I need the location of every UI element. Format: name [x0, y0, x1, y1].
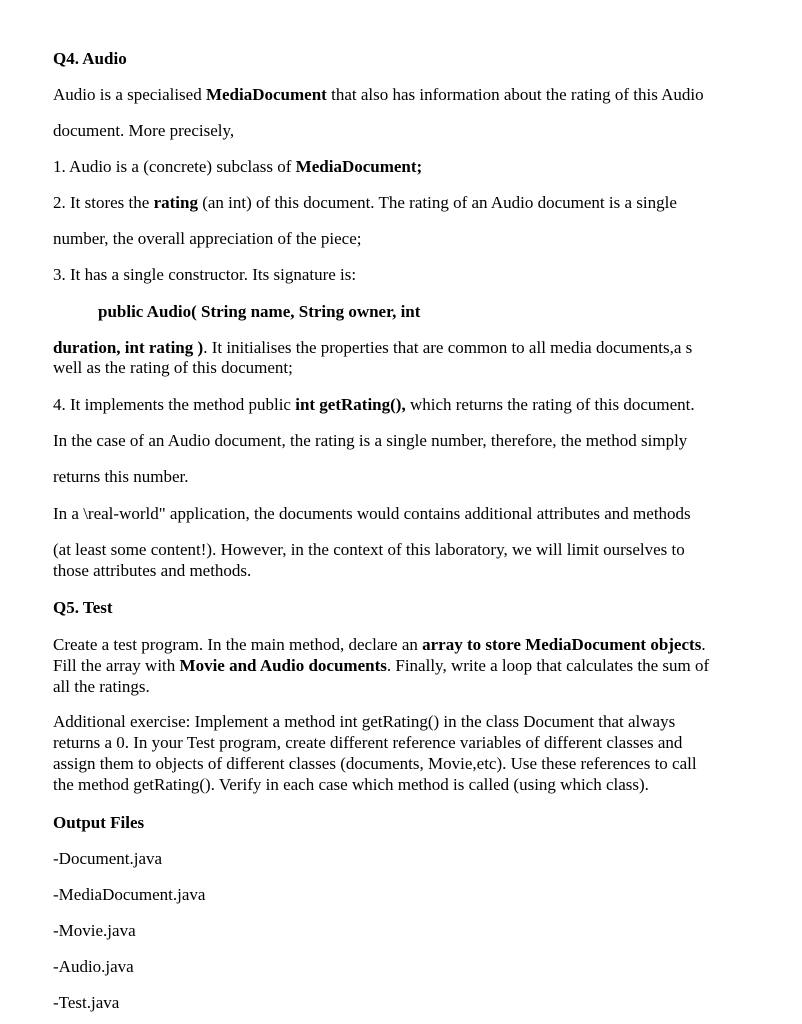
- output-file-item: -Test.java: [53, 993, 120, 1012]
- output-file-item: -Movie.java: [53, 921, 136, 940]
- q4-item-4: 4. It implements the method public int getRating(), which returns the rating of this document.: [53, 395, 695, 414]
- q5-p1-line-3: all the ratings.: [53, 677, 150, 696]
- q4-intro-line-1: Audio is a specialised MediaDocument that also has information about the rating of this Audio: [53, 85, 704, 104]
- q4-item-4-line-2: In the case of an Audio document, the rating is a single number, therefore, the method simply: [53, 431, 688, 450]
- q5-p2-line-1: Additional exercise: Implement a method int getRating() in the class Document that always: [53, 712, 676, 731]
- output-file-item: -Document.java: [53, 849, 163, 868]
- realworld-line-1: In a \real-world" application, the documents would contains additional attributes and methods: [53, 504, 691, 523]
- output-file-item: -Audio.java: [53, 957, 134, 976]
- constructor-signature: public Audio( String name, String owner, int: [98, 302, 421, 321]
- output-files-heading: Output Files: [53, 813, 145, 832]
- q4-item-1: 1. Audio is a (concrete) subclass of MediaDocument;: [53, 157, 423, 176]
- constructor-description-line-2: well as the rating of this document;: [53, 358, 293, 377]
- q4-item-2-line-2: number, the overall appreciation of the piece;: [53, 229, 362, 248]
- q5-p1-line-1: Create a test program. In the main method, declare an array to store MediaDocument objects.: [53, 635, 706, 654]
- output-file-item: -MediaDocument.java: [53, 885, 206, 904]
- constructor-signature-line-2: duration, int rating ). It initialises the properties that are common to all media documents,a s: [53, 338, 693, 357]
- q5-p2-line-2: returns a 0. In your Test program, create different reference variables of different classes and: [53, 733, 683, 752]
- realworld-line-2: (at least some content!). However, in the context of this laboratory, we will limit ourselves to: [53, 540, 685, 559]
- q5-p2-line-3: assign them to objects of different classes (documents, Movie,etc). Use these references to call: [53, 754, 697, 773]
- realworld-line-3: those attributes and methods.: [53, 561, 252, 580]
- q4-item-2: 2. It stores the rating (an int) of this document. The rating of an Audio document is a single: [53, 193, 677, 212]
- q4-item-4-line-3: returns this number.: [53, 467, 189, 486]
- q5-p2-line-4: the method getRating(). Verify in each case which method is called (using which class).: [53, 775, 649, 794]
- q4-item-3: 3. It has a single constructor. Its signature is:: [53, 265, 357, 284]
- q5-heading: Q5. Test: [53, 598, 113, 617]
- q4-heading: Q4. Audio: [53, 49, 127, 68]
- q4-intro-line-2: document. More precisely,: [53, 121, 235, 140]
- q5-p1-line-2: Fill the array with Movie and Audio documents. Finally, write a loop that calculates the sum of: [53, 656, 710, 675]
